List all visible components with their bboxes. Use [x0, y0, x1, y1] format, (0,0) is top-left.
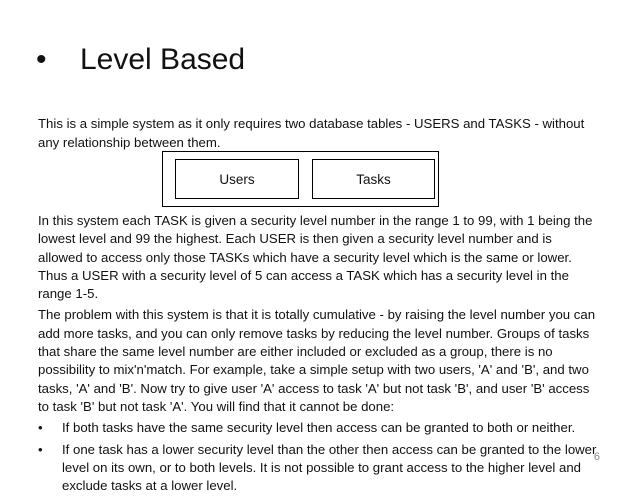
- title-row: [36, 38, 245, 82]
- database-diagram: [162, 151, 439, 207]
- bullet-item-lower-level: [38, 441, 600, 496]
- title-bullet: •: [36, 43, 47, 76]
- bullet-marker: •: [38, 441, 43, 457]
- users-table-box: [175, 159, 299, 199]
- bullet-marker: •: [38, 420, 43, 436]
- users-table-label: Users: [219, 171, 255, 187]
- bullet-text: If both tasks have the same security level then access can be granted to both or neither.: [62, 420, 576, 436]
- tasks-table-label: Tasks: [356, 171, 391, 187]
- bullet-item-same-level: [38, 419, 600, 437]
- page-number: 6: [593, 451, 600, 463]
- body-text: [38, 212, 600, 498]
- paragraph-problem: The problem with this system is that it is totally cumulative - by raising the level number you can add more tasks, and you can only remove tasks by reducing the level number. Groups of tasks that share the same level number are either included or excluded as a group, there is no possibility to mix'n'match. For example, take a simple setup with two users, 'A' and 'B', and two tasks, 'A' and 'B'. Now try to give user 'A' access to task 'A' but not task 'B', and user 'B' access to task 'B' but not task 'A'. You will find that it cannot be done:: [38, 307, 596, 414]
- bullet-text: If one task has a lower security level than the other then access can be granted to the lower level on its own, or to both levels. It is not possible to grant access to the higher level and exclude tasks at a lower level.: [62, 441, 597, 494]
- paragraph-security-level: In this system each TASK is given a security level number in the range 1 to 99, with 1 being the lowest level and 99 the highest. Each USER is then given a security level number and is allowed to access only those TASKs which have a security level which is the same or lower. Thus a USER with a security level of 5 can access a TASK which has a security level in the range 1-5.: [38, 213, 593, 302]
- slide-title: Level Based: [80, 43, 246, 76]
- bullet-list: [38, 419, 600, 495]
- intro-text: This is a simple system as it only requires two database tables - USERS and TASKS - without any relationship between them.: [38, 116, 585, 150]
- tasks-table-box: [312, 159, 435, 199]
